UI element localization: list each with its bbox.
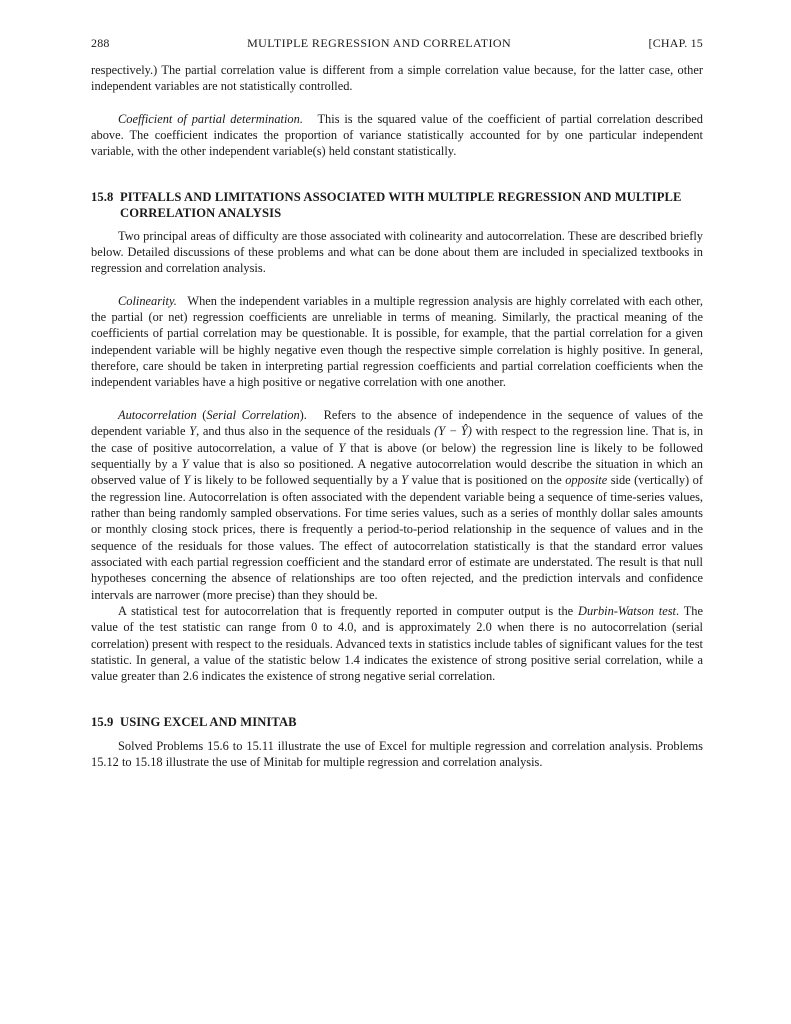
paragraph-durbin-watson: [91, 603, 703, 685]
section-number: 15.9: [91, 714, 114, 729]
variable-y: Y: [401, 473, 409, 488]
paragraph-intro-difficulties: Two principal areas of difficulty are those associated with colinearity and autocorrelation. These are described briefly below. Detailed discussions of these problems and what can be done about them are included in specialized textbooks in regression and correlation analysis.: [91, 228, 703, 276]
autocorrelation-text: side (vertically) of the regression line. Autocorrelation is often associated with the dependent variable being a sequence of time-series values, rather than being randomly sampled observations. For time series values, such as a series of monthly dollar sales amounts or monthly closing stock prices, there is frequently a period-to-period relationship in the sequence of values and in the sequence of the residuals for those values. The effect of autocorrelation statistically is that the standard error values associated with each partial regression coefficient and the standard error of estimate are understated. The result is that null hypotheses concerning the absence of relationships are too often rejected, and the prediction intervals and confidence intervals are narrower (more precise) than they should be.: [91, 473, 703, 602]
autocorrelation-text: is likely to be followed sequentially by a: [190, 473, 402, 488]
residual-expression: (Y − Ŷ): [434, 424, 472, 439]
section-number: 15.8: [91, 189, 114, 204]
term-autocorrelation: Autocorrelation: [118, 407, 197, 422]
chapter-label: [CHAP. 15: [648, 36, 703, 50]
autocorrelation-text: with respect to the regression line. That is, in the case of positive autocorrelation, a value of: [91, 424, 704, 455]
paragraph-autocorrelation: Autocorrelation (Serial Correlation). Refers to the absence of independence in the sequence of values of the dependent variable Y, and thus also in the sequence of the residuals (Y − Ŷ) with respect to the regression line. That is, in the case of positive autocorrelation, a value of Y that is above (or below) the regression line is likely to be followed sequentially by a Y value that is also so positioned. A negative autocorrelation would describe the situation in which an observed value of Y is likely to be followed sequentially by a Y value that is positioned on the opposite side (vertically) of the regression line. Autocorrelation is often associated with the dependent variable being a sequence of time-series values, rather than being randomly sampled observations. For time series values, such as a series of monthly dollar sales amounts or monthly closing stock prices, there is frequently a period-to-period relationship in the sequence of values and in the sequence of the residuals for those values. The effect of autocorrelation statistically is that the standard error values associated with each partial regression coefficient and the standard error of estimate are understated. The result is that null hypotheses concerning the absence of relationships are too often rejected, and the prediction intervals and confidence intervals are narrower (more precise) than they should be.: [91, 407, 704, 602]
autocorrelation-text: that is above (or below) the regression line is likely to be followed sequentially by a: [91, 440, 704, 471]
variable-y: Y: [181, 456, 189, 471]
autocorrelation-text: Refers to the absence of independence in the sequence of values of the dependent variable: [91, 407, 703, 439]
term-colinearity: Colinearity.: [118, 293, 177, 308]
paragraph-colinearity: [91, 293, 703, 391]
autocorrelation-text: value that is also so positioned. A negative autocorrelation would describe the situation in which an observed value of: [91, 456, 703, 488]
term-serial-correlation: Serial Correlation: [206, 407, 300, 422]
autocorrelation-text: value that is positioned on the: [408, 473, 566, 488]
colinearity-text: When the independent variables in a multiple regression analysis are highly correlated with each other, the partial (or net) regression coefficients are unreliable in terms of meaning. Similarly, the practical meaning of the coefficients of partial correlation may be questionable. It is possible, for example, that the partial correlation for a given independent variable will be highly negative even though the respective simple correlation is highly positive. In general, therefore, care should be taken in interpreting partial regression coefficients and partial correlation coefficients when the independent variables have a high positive or negative correlation with one another.: [91, 293, 703, 390]
section-heading-15-9: [91, 714, 703, 730]
page: [91, 36, 703, 770]
paragraph-excel-minitab: Solved Problems 15.6 to 15.11 illustrate the use of Excel for multiple regression and correlation analysis. Problems 15.12 to 15.18 illustrate the use of Minitab for multiple regression and correlation analysis.: [91, 738, 703, 769]
durbin-watson-text: . The value of the test statistic can range from 0 to 4.0, and is approximately 2.0 when there is no autocorrelation (serial correlation) present with respect to the residuals. Advanced texts in statistics include tables of significant values for the test statistic. In general, a value of the statistic below 1.4 indicates the existence of strong positive serial correlation, while a value greater than 2.6 indicates the existence of strong negative serial correlation.: [91, 603, 703, 684]
variable-y: Y: [189, 424, 197, 439]
emphasis-opposite: opposite: [565, 473, 608, 488]
variable-y: Y: [183, 473, 191, 488]
section-heading-15-8: [91, 189, 703, 221]
autocorrelation-text: , and thus also in the sequence of the residuals: [196, 424, 435, 439]
durbin-watson-text: A statistical test for autocorrelation that is frequently reported in computer output is the: [118, 603, 578, 618]
paragraph-continuation: respectively.) The partial correlation value is different from a simple correlation value because, for the latter case, other independent variables are not statistically controlled.: [91, 63, 703, 94]
page-number: 288: [91, 36, 110, 50]
section-title: USING EXCEL AND MINITAB: [120, 714, 297, 729]
term-durbin-watson: Durbin-Watson test: [578, 603, 677, 618]
variable-y: Y: [338, 440, 346, 455]
running-title: MULTIPLE REGRESSION AND CORRELATION: [247, 36, 512, 50]
term-partial-determination: Coefficient of partial determination.: [118, 111, 303, 126]
running-header: [91, 36, 703, 54]
paragraph-partial-determination: [91, 111, 703, 160]
partial-determination-text: This is the squared value of the coefficient of partial correlation described above. The coefficient indicates the proportion of variance statistically accounted for by one particular independent variable, with the other independent variable(s) held constant statistically.: [91, 111, 703, 159]
section-title: PITFALLS AND LIMITATIONS ASSOCIATED WITH MULTIPLE REGRESSION AND MULTIPLE CORRELATION ANALYSIS: [120, 189, 682, 220]
